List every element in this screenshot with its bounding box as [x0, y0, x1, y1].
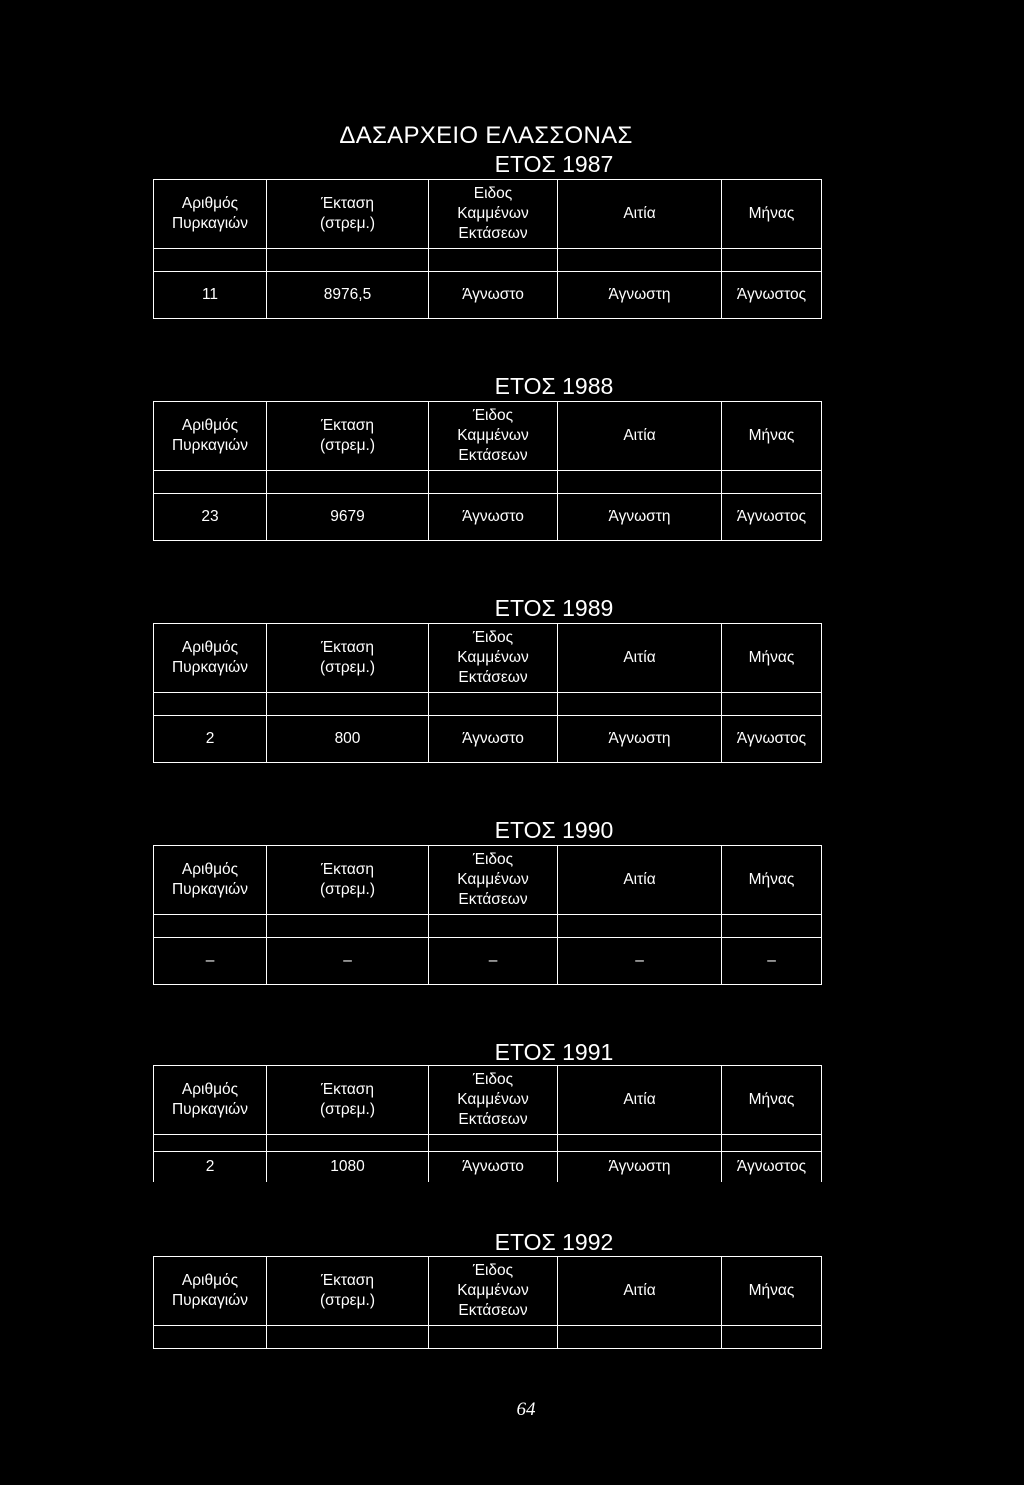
- cell-month: Άγνωστος: [722, 1152, 822, 1183]
- header-fires: Αριθμός Πυρκαγιών: [154, 180, 267, 249]
- header-cause: Αιτία: [558, 402, 722, 471]
- cell-cause: –: [558, 938, 722, 985]
- table-header-row: [154, 1066, 822, 1135]
- cell-type: –: [429, 938, 558, 985]
- header-month: Μήνας: [722, 402, 822, 471]
- empty-row: [154, 693, 822, 716]
- header-fires: Αριθμός Πυρκαγιών: [154, 624, 267, 693]
- header-burned-type: Έιδος Καμμένων Εκτάσεων: [429, 1066, 558, 1135]
- header-burned-type: Έιδος Καμμένων Εκτάσεων: [429, 402, 558, 471]
- cell-type: Άγνωστο: [429, 1152, 558, 1183]
- cell-month: Άγνωστος: [722, 716, 822, 763]
- table-row: [154, 716, 822, 763]
- cell-fires: 23: [154, 494, 267, 541]
- cell-fires: –: [154, 938, 267, 985]
- cell-area: 1080: [267, 1152, 429, 1183]
- cell-month: Άγνωστος: [722, 272, 822, 319]
- page-number: 64: [516, 1399, 536, 1420]
- header-month: Μήνας: [722, 846, 822, 915]
- table-header-row: [154, 1257, 822, 1326]
- header-month: Μήνας: [722, 624, 822, 693]
- cell-type: Άγνωστο: [429, 494, 558, 541]
- empty-row: [154, 1135, 822, 1152]
- cell-fires: 2: [154, 1152, 267, 1183]
- cell-type: Άγνωστο: [429, 716, 558, 763]
- fire-table: [153, 623, 822, 763]
- table-header-row: [154, 624, 822, 693]
- year-title: ΕΤΟΣ 1987: [494, 151, 614, 177]
- fire-table: [153, 845, 822, 985]
- fire-table: [153, 401, 822, 541]
- cell-cause: Άγνωστη: [558, 494, 722, 541]
- table-row: [154, 272, 822, 319]
- header-cause: Αιτία: [558, 624, 722, 693]
- year-title: ΕΤΟΣ 1988: [494, 373, 614, 399]
- header-burned-type: Έιδος Καμμένων Εκτάσεων: [429, 1257, 558, 1326]
- cell-month: Άγνωστος: [722, 494, 822, 541]
- cell-cause: Άγνωστη: [558, 1152, 722, 1183]
- document-title: ΔΑΣΑΡΧΕΙΟ ΕΛΑΣΣΟΝΑΣ: [339, 122, 633, 149]
- year-title: ΕΤΟΣ 1992: [494, 1229, 614, 1255]
- cell-area: 9679: [267, 494, 429, 541]
- year-title: ΕΤΟΣ 1989: [494, 595, 614, 621]
- header-cause: Αιτία: [558, 846, 722, 915]
- fire-table: [153, 179, 822, 319]
- header-area: Έκταση (στρεμ.): [267, 846, 429, 915]
- header-cause: Αιτία: [558, 180, 722, 249]
- cell-type: Άγνωστο: [429, 272, 558, 319]
- cell-fires: 11: [154, 272, 267, 319]
- header-fires: Αριθμός Πυρκαγιών: [154, 402, 267, 471]
- table-header-row: [154, 402, 822, 471]
- header-burned-type: Ειδος Καμμένων Εκτάσεων: [429, 180, 558, 249]
- cell-area: 8976,5: [267, 272, 429, 319]
- table-header-row: [154, 846, 822, 915]
- header-burned-type: Έιδος Καμμένων Εκτάσεων: [429, 846, 558, 915]
- fire-table: [153, 1256, 822, 1349]
- header-area: Έκταση (στρεμ.): [267, 1066, 429, 1135]
- empty-row: [154, 1326, 822, 1349]
- header-fires: Αριθμός Πυρκαγιών: [154, 846, 267, 915]
- empty-row: [154, 915, 822, 938]
- header-area: Έκταση (στρεμ.): [267, 624, 429, 693]
- header-month: Μήνας: [722, 1257, 822, 1326]
- header-cause: Αιτία: [558, 1257, 722, 1326]
- table-header-row: [154, 180, 822, 249]
- header-area: Έκταση (στρεμ.): [267, 180, 429, 249]
- header-burned-type: Έιδος Καμμένων Εκτάσεων: [429, 624, 558, 693]
- cell-fires: 2: [154, 716, 267, 763]
- table-row: [154, 494, 822, 541]
- fire-table: [153, 1065, 822, 1182]
- cell-area: 800: [267, 716, 429, 763]
- header-fires: Αριθμός Πυρκαγιών: [154, 1257, 267, 1326]
- empty-row: [154, 471, 822, 494]
- year-title: ΕΤΟΣ 1990: [494, 817, 614, 843]
- table-row: [154, 938, 822, 985]
- cell-area: –: [267, 938, 429, 985]
- empty-row: [154, 249, 822, 272]
- header-cause: Αιτία: [558, 1066, 722, 1135]
- header-month: Μήνας: [722, 1066, 822, 1135]
- header-fires: Αριθμός Πυρκαγιών: [154, 1066, 267, 1135]
- header-area: Έκταση (στρεμ.): [267, 402, 429, 471]
- cell-month: –: [722, 938, 822, 985]
- year-title: ΕΤΟΣ 1991: [494, 1039, 614, 1065]
- cell-cause: Άγνωστη: [558, 272, 722, 319]
- table-row: [154, 1152, 822, 1183]
- header-month: Μήνας: [722, 180, 822, 249]
- header-area: Έκταση (στρεμ.): [267, 1257, 429, 1326]
- cell-cause: Άγνωστη: [558, 716, 722, 763]
